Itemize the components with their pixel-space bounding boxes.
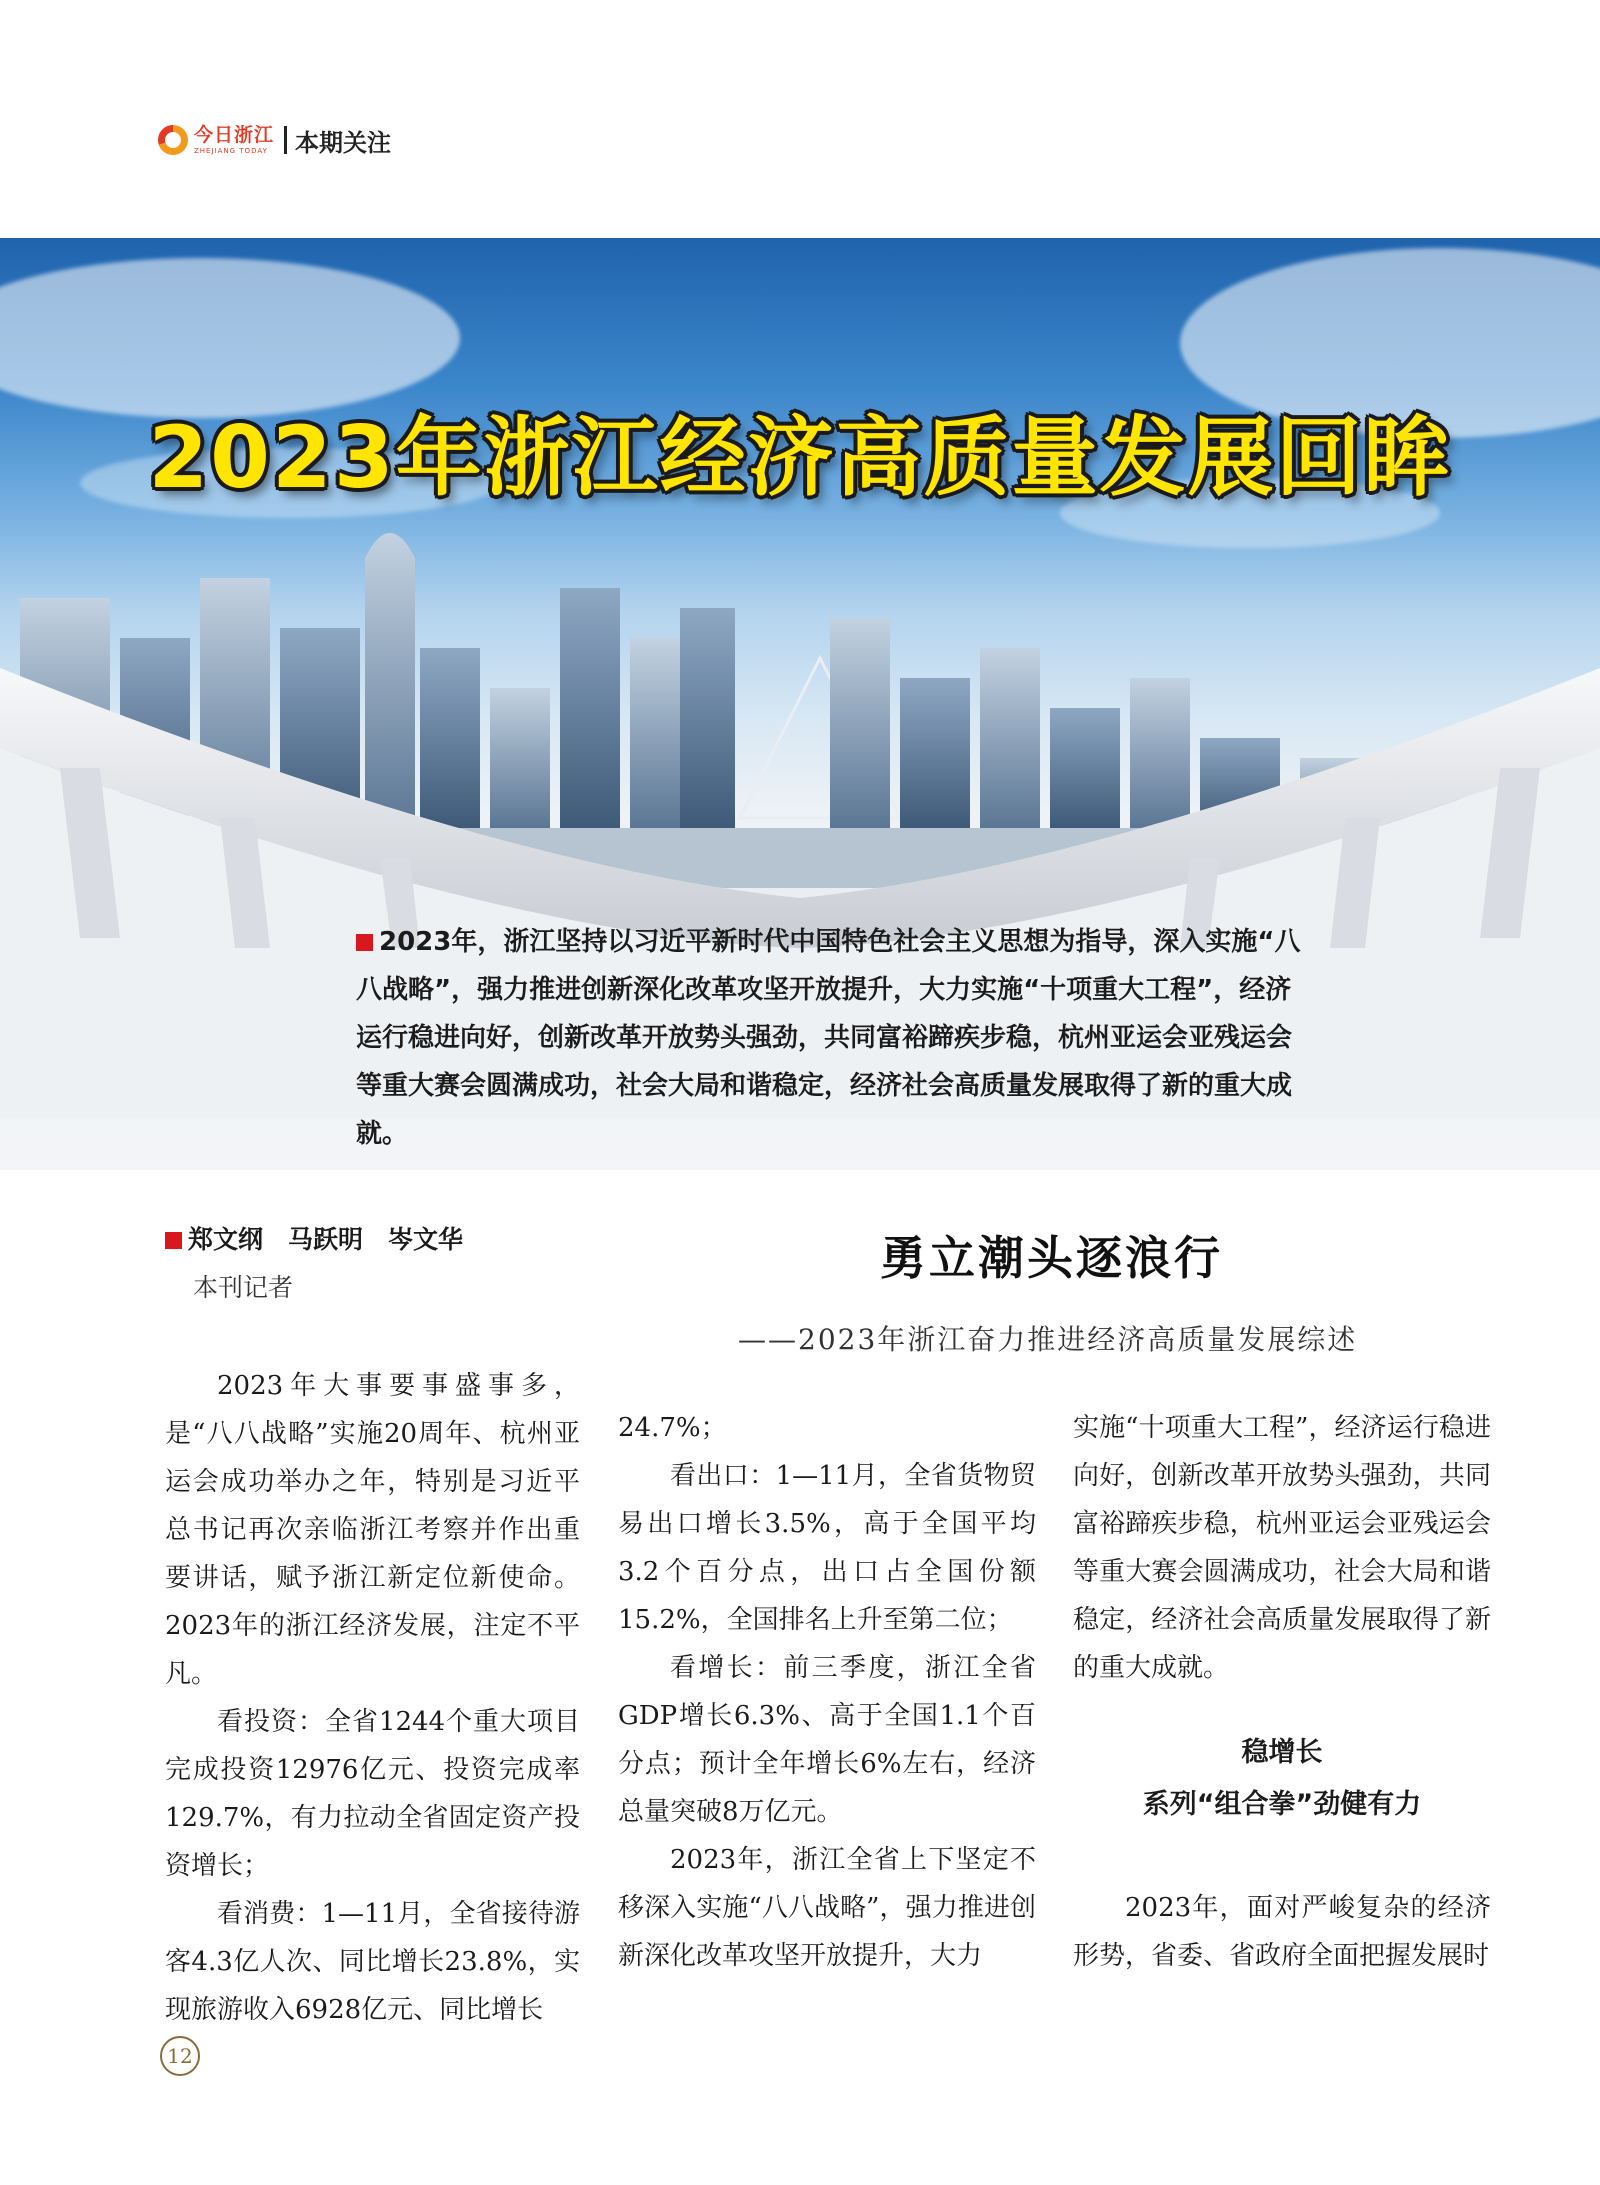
masthead bbox=[158, 120, 391, 160]
hero-caption-text: 2023年，浙江坚持以习近平新时代中国特色社会主义思想为指导，深入实施“八八战略”，强力推进创新深化改革攻坚开放提升，大力实施“十项重大工程”，经济运行稳进向好，创新改革开放势头强劲，共同富裕蹄疾步稳，杭州亚运会亚残运会等重大赛会圆满成功，社会大局和谐稳定，经济社会高质量发展取得了新的重大成就。 bbox=[356, 927, 1301, 1149]
byline-authors: 郑文纲 马跃明 岑文华 bbox=[188, 1225, 464, 1254]
section-subtitle: 系列“组合拳”劲健有力 bbox=[1142, 1789, 1422, 1820]
paragraph: 2023年，面对严峻复杂的经济形势，省委、省政府全面把握发展时 bbox=[1073, 1893, 1491, 1971]
paragraph: 看消费：1—11月，全省接待游客4.3亿人次、同比增长23.8%，实现旅游收入6928亿元、同比增长 bbox=[165, 1899, 580, 2025]
article-column-1 bbox=[165, 1362, 580, 2034]
logo-text bbox=[194, 123, 275, 155]
hero-title: 2023年浙江经济高质量发展回眸 bbox=[148, 408, 1452, 508]
article-column-2 bbox=[618, 1404, 1036, 1980]
zhejiang-today-logo-icon bbox=[158, 125, 188, 155]
hero-caption bbox=[356, 918, 1306, 1158]
logo-english-name: ZHEJIANG TODAY bbox=[194, 146, 268, 155]
page-number: 12 bbox=[160, 2036, 200, 2076]
article-column-3-continued bbox=[1073, 1884, 1491, 1980]
article-headline: 勇立潮头逐浪行 bbox=[880, 1231, 1223, 1285]
byline bbox=[165, 1220, 463, 1256]
red-square-icon bbox=[356, 934, 373, 951]
article-subheadline: ——2023年浙江奋力推进经济高质量发展综述 bbox=[738, 1323, 1358, 1356]
section-title: 稳增长 bbox=[1241, 1737, 1323, 1768]
paragraph: 看投资：全省1244个重大项目完成投资12976亿元、投资完成率129.7%，有力拉动全省固定资产投资增长； bbox=[165, 1707, 580, 1881]
paragraph: 2023年大事要事盛事多，是“八八战略”实施20周年、杭州亚运会成功举办之年，特别是习近平总书记再次亲临浙江考察并作出重要讲话，赋予浙江新定位新使命。2023年的浙江经济发展，注定不平凡。 bbox=[165, 1371, 580, 1689]
paragraph: 看增长：前三季度，浙江全省GDP增长6.3%、高于全国1.1个百分点；预计全年增长6%左右，经济总量突破8万亿元。 bbox=[618, 1653, 1036, 1827]
paragraph: 看出口：1—11月，全省货物贸易出口增长3.5%，高于全国平均3.2个百分点，出口占全国份额15.2%，全国排名上升至第二位； bbox=[618, 1461, 1036, 1635]
masthead-divider bbox=[284, 126, 287, 154]
byline-role: 本刊记者 bbox=[193, 1273, 294, 1302]
article-column-3 bbox=[1073, 1404, 1491, 1692]
section-label: 本期关注 bbox=[295, 128, 392, 157]
hero-banner bbox=[0, 238, 1600, 1170]
logo-chinese-name: 今日浙江 bbox=[194, 123, 275, 146]
paragraph: 24.7%； bbox=[618, 1413, 727, 1443]
paragraph: 实施“十项重大工程”，经济运行稳进向好，创新改革开放势头强劲，共同富裕蹄疾步稳，杭州亚运会亚残运会等重大赛会圆满成功，社会大局和谐稳定，经济社会高质量发展取得了新的重大成就。 bbox=[1073, 1413, 1491, 1683]
paragraph: 2023年，浙江全省上下坚定不移深入实施“八八战略”，强力推进创新深化改革攻坚开放提升，大力 bbox=[618, 1845, 1036, 1971]
red-square-icon bbox=[165, 1232, 182, 1249]
